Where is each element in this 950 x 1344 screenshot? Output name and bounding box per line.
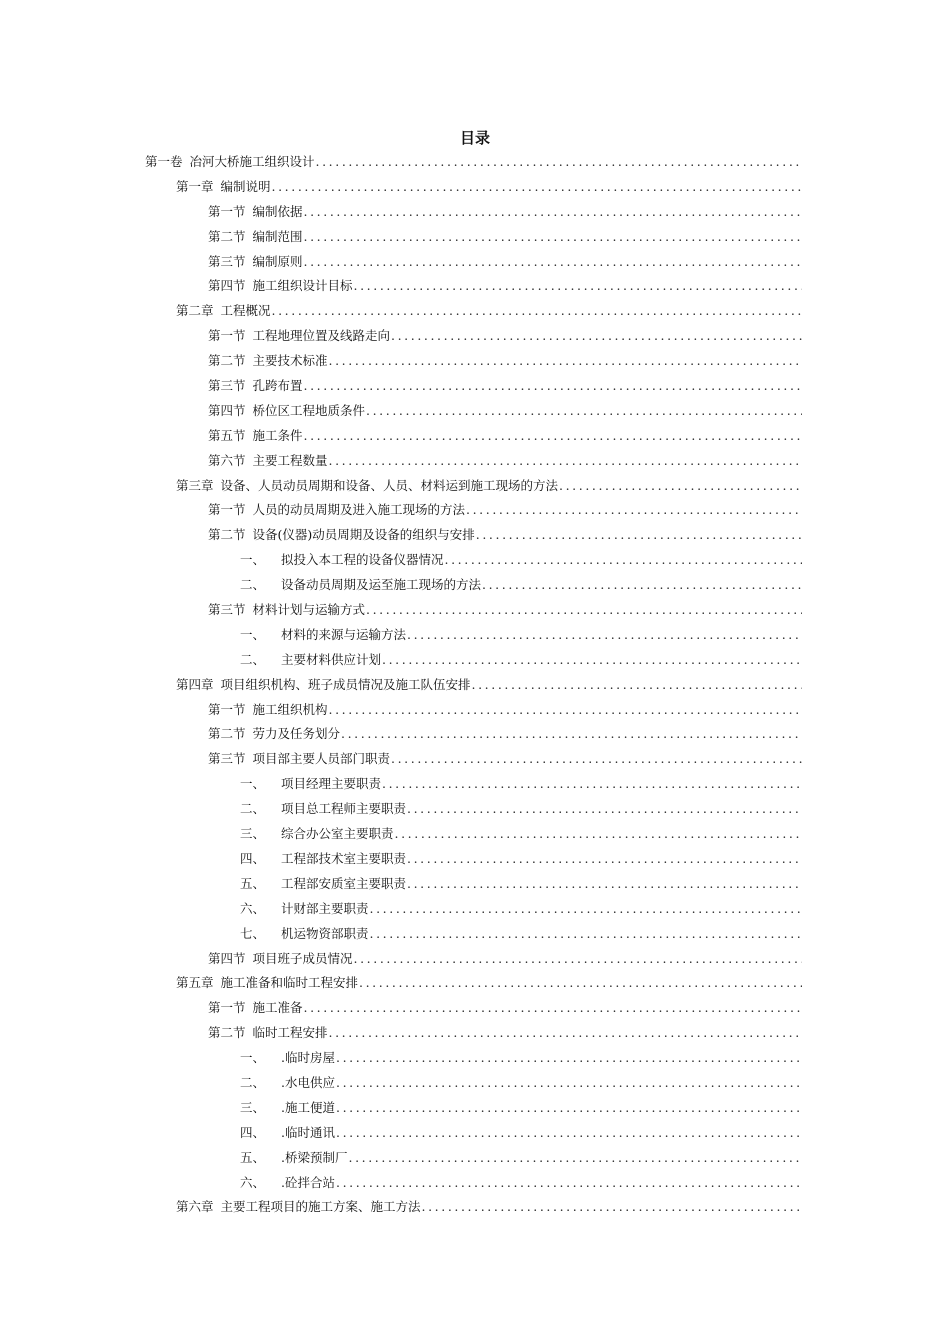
toc-entry[interactable]: [0, 747, 950, 772]
toc-leader-dots: [370, 897, 802, 922]
toc-entry[interactable]: [0, 424, 950, 449]
toc-entry-label: 施工组织机构: [252, 701, 328, 717]
toc-entry-number: 第二节: [208, 527, 246, 543]
toc-leader-dots: [336, 1071, 802, 1096]
toc-entry[interactable]: [0, 225, 950, 250]
toc-entry[interactable]: [0, 847, 950, 872]
toc-leader-dots: [359, 971, 802, 996]
toc-entry-number: 第三节: [208, 378, 246, 394]
toc-entry[interactable]: [0, 648, 950, 673]
toc-entry[interactable]: [0, 822, 950, 847]
toc-entry-number: 二、: [240, 577, 266, 593]
toc-entry-label: 主要技术标准: [252, 353, 328, 369]
toc-entry-label: 设备(仪器)动员周期及设备的组织与安排: [252, 527, 475, 543]
toc-entry[interactable]: [0, 947, 950, 972]
toc-entry-number: 第五节: [208, 427, 246, 443]
toc-entry-label: 工程部技术室主要职责: [281, 850, 407, 866]
toc-leader-dots: [422, 1195, 802, 1220]
toc-entry-label: 工程概况: [220, 303, 271, 319]
toc-entry-label: 工程部安质室主要职责: [281, 875, 407, 891]
toc-entry-number: 一、: [240, 626, 266, 642]
toc-leader-dots: [366, 399, 802, 424]
toc-entry-label: 主要工程数量: [252, 452, 328, 468]
toc-entry[interactable]: [0, 996, 950, 1021]
toc-leader-dots: [382, 772, 802, 797]
toc-entry-number: 第一卷: [145, 154, 183, 169]
toc-entry[interactable]: [0, 374, 950, 399]
toc-entry[interactable]: [0, 722, 950, 747]
toc-title: 目录: [459, 129, 490, 147]
toc-entry-number: 七、: [240, 925, 266, 941]
toc-entry-label: .水电供应: [281, 1074, 335, 1090]
toc-entry-label: 项目总工程师主要职责: [281, 801, 407, 817]
toc-entry-number: 第三节: [208, 751, 246, 767]
toc-entry-label: 编制依据: [252, 203, 303, 219]
toc-entry[interactable]: [0, 1171, 950, 1196]
toc-entry-number: 第四节: [208, 402, 246, 418]
toc-entry[interactable]: [0, 324, 950, 349]
toc-entry-number: 第五章: [176, 975, 214, 991]
toc-entry[interactable]: [0, 623, 950, 648]
toc-entry-number: 第四节: [208, 278, 246, 294]
toc-entry[interactable]: [0, 1096, 950, 1121]
toc-entry-number: 一、: [240, 776, 266, 792]
toc-leader-dots: [336, 1121, 802, 1146]
toc-leader-dots: [336, 1096, 802, 1121]
toc-entry[interactable]: [0, 449, 950, 474]
toc-leader-dots: [272, 175, 802, 200]
toc-leader-dots: [336, 1171, 802, 1196]
toc-entry-number: 第六节: [208, 452, 246, 468]
toc-entry-number: 第一节: [208, 1000, 246, 1016]
toc-entry[interactable]: [0, 698, 950, 723]
toc-entry-label: 施工准备: [252, 1000, 303, 1016]
toc-entry-number: 第二节: [208, 1025, 246, 1041]
toc-entry-number: 第一章: [176, 178, 214, 194]
toc-entry[interactable]: [0, 1046, 950, 1071]
toc-leader-dots: [395, 822, 802, 847]
toc-leader-dots: [304, 996, 802, 1021]
toc-entry-label: 劳力及任务划分: [252, 726, 341, 742]
toc-entry[interactable]: [0, 274, 950, 299]
toc-leader-dots: [382, 648, 802, 673]
toc-leader-dots: [304, 374, 802, 399]
toc-entry-number: 第六章: [176, 1199, 214, 1215]
toc-entry[interactable]: [0, 498, 950, 523]
toc-entry[interactable]: [0, 250, 950, 275]
toc-leader-dots: [336, 1046, 802, 1071]
toc-entry-number: 第二节: [208, 353, 246, 369]
toc-leader-dots: [316, 150, 802, 175]
toc-leader-dots: [370, 922, 802, 947]
toc-entry-label: 项目部主要人员部门职责: [252, 751, 391, 767]
toc-leader-dots: [329, 349, 802, 374]
toc-entry-number: 第一节: [208, 328, 246, 344]
toc-entry-label: 冶河大桥施工组织设计: [189, 154, 315, 169]
toc-entry-label: 设备动员周期及运至施工现场的方法: [281, 577, 482, 593]
toc-entry[interactable]: [0, 200, 950, 225]
toc-entry[interactable]: [0, 548, 950, 573]
toc-entry-label: 计财部主要职责: [281, 900, 369, 916]
toc-entry-number: 一、: [240, 552, 266, 568]
toc-leader-dots: [559, 474, 802, 499]
toc-entry-label: 材料计划与运输方式: [252, 602, 366, 618]
toc-leader-dots: [391, 747, 802, 772]
toc-leader-dots: [354, 947, 802, 972]
toc-entry[interactable]: [0, 673, 950, 698]
toc-entry-number: 二、: [240, 801, 266, 817]
toc-entry[interactable]: [0, 772, 950, 797]
toc-leader-dots: [272, 299, 802, 324]
toc-entry-label: .施工便道: [281, 1099, 335, 1115]
toc-entry-label: 项目班子成员情况: [252, 950, 353, 966]
toc-entry-label: 编制说明: [220, 178, 271, 194]
toc-entry[interactable]: [0, 573, 950, 598]
toc-entry-number: 三、: [240, 1099, 266, 1115]
toc-entry[interactable]: [0, 349, 950, 374]
toc-entry[interactable]: [0, 971, 950, 996]
toc-entry-number: 二、: [240, 651, 266, 667]
toc-leader-dots: [341, 722, 802, 747]
toc-entry-number: 第三节: [208, 253, 246, 269]
toc-entry-label: 设备、人员动员周期和设备、人员、材料运到施工现场的方法: [220, 477, 559, 493]
toc-entry-label: 项目经理主要职责: [281, 776, 382, 792]
toc-leader-dots: [391, 324, 802, 349]
toc-entry[interactable]: [0, 299, 950, 324]
toc-entry-label: 主要材料供应计划: [281, 651, 382, 667]
toc-leader-dots: [304, 250, 802, 275]
toc-entry[interactable]: [0, 872, 950, 897]
toc-entry-label: 项目组织机构、班子成员情况及施工队伍安排: [220, 676, 471, 692]
toc-entry[interactable]: [0, 399, 950, 424]
toc-entry-label: 施工组织设计目标: [252, 278, 353, 294]
toc-entry[interactable]: [0, 897, 950, 922]
table-of-contents: [0, 150, 950, 1220]
toc-leader-dots: [329, 1021, 802, 1046]
toc-entry-number: 第四节: [208, 950, 246, 966]
toc-entry[interactable]: [0, 175, 950, 200]
toc-entry-label: 主要工程项目的施工方案、施工方法: [220, 1199, 421, 1215]
toc-entry-number: 四、: [240, 850, 266, 866]
toc-entry-number: 六、: [240, 900, 266, 916]
toc-entry-label: 编制原则: [252, 253, 303, 269]
toc-leader-dots: [466, 498, 802, 523]
toc-entry-label: .砼拌合站: [281, 1174, 335, 1190]
toc-leader-dots: [329, 449, 802, 474]
toc-entry-number: 第一节: [208, 701, 246, 717]
toc-leader-dots: [304, 225, 802, 250]
toc-entry-label: .临时通讯: [281, 1124, 335, 1140]
toc-entry-label: 施工准备和临时工程安排: [220, 975, 359, 991]
toc-leader-dots: [476, 523, 802, 548]
toc-entry-label: 工程地理位置及线路走向: [252, 328, 391, 344]
toc-leader-dots: [407, 623, 802, 648]
toc-entry-number: 第二章: [176, 303, 214, 319]
toc-entry[interactable]: [0, 523, 950, 548]
toc-leader-dots: [407, 872, 802, 897]
toc-entry[interactable]: [0, 1121, 950, 1146]
toc-entry-number: 第二节: [208, 228, 246, 244]
toc-entry-label: 施工条件: [252, 427, 303, 443]
toc-entry-number: 四、: [240, 1124, 266, 1140]
toc-leader-dots: [354, 274, 802, 299]
toc-leader-dots: [366, 598, 802, 623]
toc-entry[interactable]: [0, 1021, 950, 1046]
toc-entry[interactable]: [0, 1195, 950, 1220]
toc-entry[interactable]: [0, 598, 950, 623]
toc-leader-dots: [407, 847, 802, 872]
toc-entry-number: 第二节: [208, 726, 246, 742]
toc-entry-label: 桥位区工程地质条件: [252, 402, 366, 418]
toc-leader-dots: [407, 797, 802, 822]
toc-entry-number: 六、: [240, 1174, 266, 1190]
toc-leader-dots: [472, 673, 802, 698]
toc-leader-dots: [304, 424, 802, 449]
toc-entry-label: 编制范围: [252, 228, 303, 244]
toc-entry-label: 综合办公室主要职责: [281, 826, 394, 842]
toc-entry[interactable]: [0, 150, 950, 175]
toc-entry[interactable]: [0, 797, 950, 822]
toc-entry-number: 第四章: [176, 676, 214, 692]
toc-entry-number: 第三节: [208, 602, 246, 618]
toc-entry-label: 机运物资部职责: [281, 925, 369, 941]
toc-entry-label: 人员的动员周期及进入施工现场的方法: [252, 502, 466, 518]
toc-entry-number: 第三章: [176, 477, 214, 493]
toc-entry-number: 一、: [240, 1050, 266, 1066]
toc-entry-label: 临时工程安排: [252, 1025, 328, 1041]
toc-entry[interactable]: [0, 1071, 950, 1096]
toc-entry[interactable]: [0, 1146, 950, 1171]
toc-entry-number: 二、: [240, 1074, 266, 1090]
toc-entry-label: 拟投入本工程的设备仪器情况: [281, 552, 444, 568]
toc-leader-dots: [482, 573, 802, 598]
toc-entry-number: 第一节: [208, 502, 246, 518]
toc-leader-dots: [349, 1146, 803, 1171]
toc-entry-number: 五、: [240, 1149, 266, 1165]
toc-leader-dots: [304, 200, 802, 225]
toc-entry-number: 五、: [240, 875, 266, 891]
toc-entry-number: 第一节: [208, 203, 246, 219]
toc-entry-label: .桥梁预制厂: [281, 1149, 348, 1165]
toc-entry-number: 三、: [240, 826, 266, 842]
toc-entry-label: .临时房屋: [281, 1050, 335, 1066]
toc-entry[interactable]: [0, 922, 950, 947]
toc-entry-label: 孔跨布置: [252, 378, 303, 394]
toc-leader-dots: [445, 548, 802, 573]
toc-leader-dots: [329, 698, 802, 723]
toc-entry[interactable]: [0, 474, 950, 499]
toc-entry-label: 材料的来源与运输方法: [281, 626, 407, 642]
